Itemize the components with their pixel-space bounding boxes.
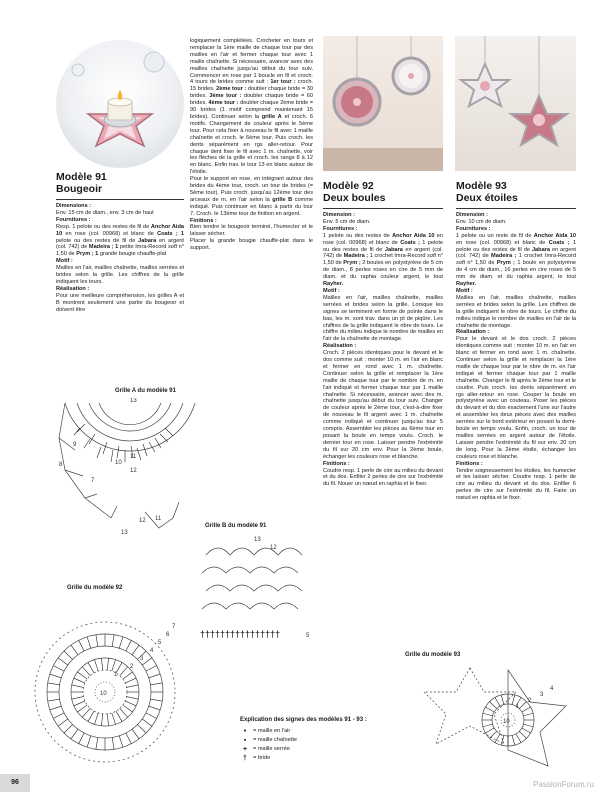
stitch-mark (142, 658, 152, 665)
model-93-paragraph: Motif : (456, 287, 473, 294)
legend (240, 717, 410, 763)
legend-item (240, 736, 410, 745)
chain-stitch-symbol: • (243, 728, 247, 735)
grid-93-number: 2 (528, 698, 532, 704)
grid-a-number: 10 (115, 460, 122, 466)
model-91-number: Modèle 91 (56, 171, 107, 183)
continuation-paragraph: Placer la grande bougie chauffe-plat dans le support. (190, 238, 313, 252)
stitch-mark (64, 725, 72, 733)
continuation-paragraph: Finitions : (190, 217, 217, 224)
model-92-paragraph: Dimension : (323, 212, 356, 218)
grid-93-diagram (400, 662, 578, 770)
grid-92-number: 5 (158, 640, 162, 646)
model-92-text (323, 212, 443, 637)
stitch-mark (483, 713, 493, 716)
grid-a-number: 13 (121, 530, 128, 536)
stitch-mark (77, 672, 87, 679)
grid-a-91-diagram (55, 398, 205, 548)
grid-a-number: 12 (139, 518, 146, 524)
stitch-mark (142, 719, 152, 726)
model-92-paragraph: 1 pelote ou des restes de Anchor Aida 10 en rose (col. 00968) et blanc de Coats ; 1 pelote ou des restes de fil de Jabara en argent (col. 742) de Madeira ; 1 crochet Imra-Record soft n° 1,50 de Prym ; 2 boules en polystyrène de 5 cm de diam., 8 perles roses en cire de 5 mm de diam. et du raphia couleur argent, le tout Rayher. (323, 232, 443, 288)
stitch-mark (149, 706, 160, 710)
stitch-mark (50, 706, 61, 710)
grid-92-diagram (30, 594, 180, 770)
legend-item-label: = maille en l'air (253, 728, 291, 734)
model-91-paragraph: Réalisation : (56, 285, 90, 292)
model-92-paragraph: Env. 5 cm de diam. (323, 218, 371, 225)
model-93-paragraph: Réalisation : (456, 329, 490, 336)
grid-93-label: Grille du modèle 93 (405, 652, 461, 658)
stitch-mark (120, 667, 128, 676)
grid-b-number: 12 (270, 545, 277, 551)
model-92-paragraph: Finitions : (323, 460, 350, 467)
legend-item (240, 754, 410, 763)
grid-a-number: 11 (155, 516, 162, 522)
stitch-mark (132, 729, 139, 739)
stitch-mark (53, 713, 64, 718)
grid-92-number: 4 (150, 648, 154, 654)
model-93-paragraph: Pour le devant et le dos croch. 2 pièces identiques comme suit : monter 10 m. en l'air en blanc et fermer en rond avec 1 m. chaînette. Continuer selon la grille et remplacer la 1ère maille de chaque tour par le nbre de m. en l'air indiqué et fermer chaque tour par 1 maille chaînette. Changer le fil après le 2ème tour et le coudre. Puis croch. les dents séparément en rgs aller-retour en rose. Couper la boule en polystyrène avec un couteau. Poser les pièces du devant et du dos exactement l'une sur l'autre et assembler les deux pièces avec des mailles serrées sur le bord extérieur en posant la demi-boule en temps voulu. Enfin, croch. un tour de mailles serrées en argent autour de l'étoile. Laisser pendre l'extrémité du fil sur env. 20 cm de long. Pour la 2ème étoile, échanger les couleurs rose et blanche. (456, 336, 576, 460)
stitch-mark (150, 699, 162, 701)
stitch-mark (522, 728, 531, 733)
stitch-mark (112, 660, 116, 671)
model-91-paragraph: Dimensions : (56, 203, 92, 209)
continuation-paragraph: Pour le support en rose, en intégrant autour des brides du 4ème tour, croch. un tour de brides (= 5ème tour). Puis croch. jusqu'au 12ème tour des arceaux de m. en l'air selon la grille B comme indiqué. Puis continuer en blanc à partir du tour 7. Croch. le 13ème tour de finition en argent. (190, 176, 313, 217)
stitch-mark (94, 713, 98, 724)
stitch-mark (120, 708, 128, 717)
stitch-mark (127, 685, 139, 687)
stitch-mark (490, 702, 497, 709)
photo-balls (323, 36, 443, 171)
stitch-mark (72, 685, 84, 687)
photo-candle-holder (56, 40, 184, 168)
model-92-name: Deux boules (323, 192, 386, 204)
grid-93-number: 4 (550, 686, 554, 692)
grid-a-number: 7 (91, 478, 95, 484)
stitch-mark (71, 729, 78, 739)
slip-stitch-symbol: ▪ (243, 737, 247, 744)
model-91-continuation-text (190, 38, 313, 373)
model-93-paragraph: Fournitures : (456, 225, 491, 232)
stitch-mark (74, 678, 85, 683)
model-93-paragraph: Env. 10 cm de diam. (456, 218, 507, 225)
stitch-mark (123, 672, 133, 679)
stitch-mark (512, 735, 515, 745)
grid-92-number: 6 (166, 632, 170, 638)
stitch-mark (126, 733, 131, 744)
stitch-mark (64, 651, 72, 659)
stitch-mark (87, 736, 91, 747)
stitch-mark (96, 635, 98, 647)
stitch-mark (485, 707, 494, 712)
model-92-paragraph: Croch. 2 pièces identiques pour le devant et le dos comme suit : monter 10 m. en l'air en blanc et fermer en rond avec 1 m. chaînette. Continuer selon la grille et remplacer la 1ère maille de chaque tour par le nombre de m. en l'air indiqué et fermer chaque tour par 1 maille chaînette. Si nécessaire, avancer avec des m. chaînette jusqu'au début du tour suiv. Changer de couleur après le 2ème tour, c'est-à-dire fixer de nouveau le fil argent avec 1 m. chaînette comme indiqué et continuer jusqu'au tour 5 compris. Assembler les pièces au 6ème tour en posant la boule en temps voulu. Croch. le dernier tour en rose. Laisser pendre l'extrémité du fil sur 20 cm env. Pour la 2ème boule, échanger les couleurs rose et blanche. (323, 350, 443, 460)
model-92-rule (323, 208, 443, 209)
double-crochet-symbol: † (243, 755, 247, 762)
model-91-paragraph: Fournitures : (56, 216, 91, 223)
stitch-mark (96, 737, 98, 749)
stitch-mark (77, 705, 87, 712)
watermark (533, 780, 594, 789)
stitch-mark (48, 699, 60, 701)
model-92-heading (323, 180, 443, 204)
model-92-paragraph: Mailles en l'air, mailles chaînette, mailles serrées et brides selon la grille. Lorsque les signes se terminent en forme de pointe dans le bas, les m. sont trav. dans un pt de piqûre. Les chiffres de la grille indiquent le nbre de tours. Le chiffre du milieu indique le nombre de mailles en l'air de la chaînette de montage. (323, 294, 443, 343)
stitch-mark (112, 737, 114, 749)
stitch-mark (88, 663, 94, 673)
legend-title: Explication des signes des modèles 91 - 93 : (240, 717, 367, 723)
model-92-number: Modèle 92 (323, 180, 374, 192)
grid-93-number: 1 (516, 704, 520, 710)
grid-a-number: 9 (73, 442, 77, 448)
stitch-mark (132, 645, 139, 655)
stitch-mark (495, 697, 500, 706)
stitch-mark (79, 640, 84, 651)
grid-a-91-label: Grille A du modèle 91 (115, 388, 176, 394)
stitch-mark (501, 735, 504, 745)
stitch-mark (82, 667, 90, 676)
model-92-paragraph: Fournitures : (323, 225, 358, 232)
grid-b-91-diagram (198, 533, 313, 643)
grid-92-number: 10 (100, 691, 107, 697)
grid-92-label: Grille du modèle 92 (67, 585, 123, 591)
stitch-mark (119, 736, 123, 747)
model-93-paragraph: Finitions : (456, 460, 483, 467)
stitch-mark (94, 660, 98, 671)
stitch-mark (107, 658, 108, 670)
stitch-mark (485, 728, 494, 733)
model-91-text (56, 203, 184, 348)
grid-93-number: 3 (540, 692, 544, 698)
grid-a-number: 13 (130, 398, 137, 404)
stitch-mark (523, 724, 533, 727)
stitch-mark (58, 658, 68, 665)
page-number (0, 774, 30, 792)
model-93-paragraph: 1 pelote ou un reste de fil de Anchor Aida 10 en rose (col. 00968) et blanc de Coats ; 1 pelote ou des restes de fil de Jabara en argent (col. 742) de Madeira ; 1 crochet Imra-Record soft n° 1,50 de Prym ; 1 boule en polystyrène de 4 cm de diam., 16 perles en cire roses de 5 mm de diam. et du raphia argent, le tout Rayher. (456, 232, 576, 288)
grid-92-number: 1 (114, 672, 118, 678)
grid-92-number: 7 (172, 624, 176, 630)
stitch-mark (116, 711, 122, 721)
stitch-mark (72, 697, 84, 699)
model-92-paragraph: Réalisation : (323, 343, 357, 350)
stitch-mark (101, 714, 102, 726)
grid-b-bride-row: †††††††††††††††† (200, 629, 281, 639)
stitch-mark (522, 707, 531, 712)
model-91-rule (56, 199, 184, 200)
grid-b-number: 5 (306, 633, 310, 639)
stitch-mark (123, 705, 133, 712)
stitch-mark (523, 713, 533, 716)
stitch-mark (101, 658, 102, 670)
single-crochet-symbol: + (242, 746, 248, 753)
model-93-paragraph: Mailles en l'air, mailles chaînette, mailles serrées et brides selon la grille. Les chiffres de la grille indiquent le nbre de tours. Le chiffre du milieu indique le nombre de mailles en l'air de la chaînette de montage. (456, 294, 576, 329)
grid-a-number: 8 (59, 462, 63, 468)
stitch-mark (50, 674, 61, 678)
stitch-mark (483, 724, 493, 727)
model-93-rule (456, 208, 576, 209)
watermark-text: PassionForum.ru (533, 780, 594, 789)
stitch-mark (126, 640, 131, 651)
page-number-text: 96 (11, 779, 19, 786)
stitch-mark (53, 666, 64, 671)
model-93-paragraph: Tendre soigneusement les étoiles, les humecter et les laisser sécher. Coudre resp. 1 perle de cire au milieu du devant et du dos. Enfiler 6 perles de cire sur l'extrémité du fil. Faire un nœud en raphia et le fixer. (456, 467, 576, 502)
grid-b-91-label: Grille B du modèle 91 (205, 523, 267, 529)
stitch-mark (501, 695, 504, 705)
model-91-paragraph: Pour une meilleure compréhension, les grilles A et B montrent seulement une partie du bougeoir et doivent être (56, 292, 184, 313)
stitch-mark (490, 731, 497, 738)
model-93-heading (456, 180, 576, 204)
grid-a-number: 12 (130, 468, 137, 474)
stitch-mark (48, 683, 60, 685)
stitch-mark (74, 701, 85, 706)
model-93-text (456, 212, 576, 652)
stitch-mark (146, 666, 157, 671)
legend-item (240, 745, 410, 754)
model-92-paragraph: Motif : (323, 287, 340, 294)
stitch-mark (88, 711, 94, 721)
stitch-mark (112, 713, 116, 724)
stitch-mark (519, 731, 526, 738)
stitch-mark (127, 697, 139, 699)
legend-item (240, 727, 410, 736)
model-92-paragraph: Coudre resp. 1 perle de cire au milieu du devant et du dos. Enfiler 2 perles de cire sur l'extrémité du fil. Nouer un nœud en raphia et le fixer. (323, 467, 443, 488)
stitch-mark (119, 637, 123, 648)
model-91-paragraph: Motif : (56, 258, 73, 265)
grid-a-number: 11 (130, 454, 137, 460)
grid-92-number: 2 (130, 664, 134, 670)
stitch-mark (71, 645, 78, 655)
stitch-mark (519, 702, 526, 709)
grid-92-number: 3 (140, 656, 144, 662)
stitch-mark (125, 701, 136, 706)
photo-stars (455, 36, 576, 171)
stitch-mark (125, 678, 136, 683)
stitch-mark (150, 683, 162, 685)
stitch-mark (138, 725, 146, 733)
stitch-mark (512, 695, 515, 705)
stitch-mark (87, 637, 91, 648)
model-91-paragraph: Mailles en l'air, mailles chaînette, mailles serrées et brides selon la grille. Les chiffres de la grille indiquent les tours. (56, 265, 184, 285)
stitch-mark (112, 635, 114, 647)
model-93-name: Deux étoiles (456, 192, 518, 204)
grid-b-number: 13 (254, 537, 261, 543)
legend-item-label: = maille serrée (253, 746, 290, 752)
stitch-mark (146, 713, 157, 718)
legend-item-label: = maille chaînette (253, 737, 297, 743)
continuation-paragraph: Bien tendre le bougeoir terminé, l'humecter et le laisser sécher. (190, 224, 313, 238)
model-91-name: Bougeoir (56, 183, 103, 195)
model-91-paragraph: Env. 15 cm de diam., env. 3 cm de haut (56, 209, 154, 216)
stitch-mark (107, 714, 108, 726)
stitch-mark (79, 733, 84, 744)
legend-item-label: = bride (253, 755, 271, 761)
stitch-mark (516, 734, 521, 743)
stitch-mark (149, 674, 160, 678)
continuation-paragraph: logiquement complétées. Crocheter en tours et remplacer la 1ère maille de chaque tour par des mailles en l'air et fermer chaque tour avec 1 maille chaînette. Si nécessaire, avancer avec des mailles chaînette jusqu'au début du tour suiv. Commencer en rose par 1 boucle en fil et croch. 4 tours de brides comme suit : 1er tour : croch. 15 brides. 2ème tour : doubler chaque bride = 30 brides. 3ème tour : doubler chaque bride = 60 brides. 4ème tour : doubler chaque 2ème bride = 90 brides (1 motif comprend maintenant 15 brides). Continuer selon la grille A et croch. 6 motifs. Changement de couleur après le 5ème tour. Pour cela fixer à nouveau le fil avec 1 maille chaînette et croch. le 6ème tour. Puis croch. les dents séparément en rgs aller-retour. Pour chaque dent fixer le fil avec 1 m. chaînette, voir les flèches de la grille et croch. les rangs 8 à 12 en blanc. Enfin trav. le tour 13 en blanc autour de l'étoile. (190, 38, 313, 176)
model-93-number: Modèle 93 (456, 180, 507, 192)
model-93-paragraph: Dimension : (456, 212, 489, 218)
stitch-mark (82, 708, 90, 717)
stitch-mark (58, 719, 68, 726)
model-91-heading (56, 171, 184, 195)
grid-93-number: 10 (503, 719, 510, 725)
model-91-paragraph: Resp. 1 pelote ou des restes de fil de Anchor Aida 10 en rose (col. 00968) et blanc de Coats ; 1 pelote ou des restes de fil de Jabara en argent (col. 742) de Madeira ; 1 petite Imra-Record soft n° 1,50 de Prym ; 1 grande bougie chauffe-plat (56, 223, 184, 258)
